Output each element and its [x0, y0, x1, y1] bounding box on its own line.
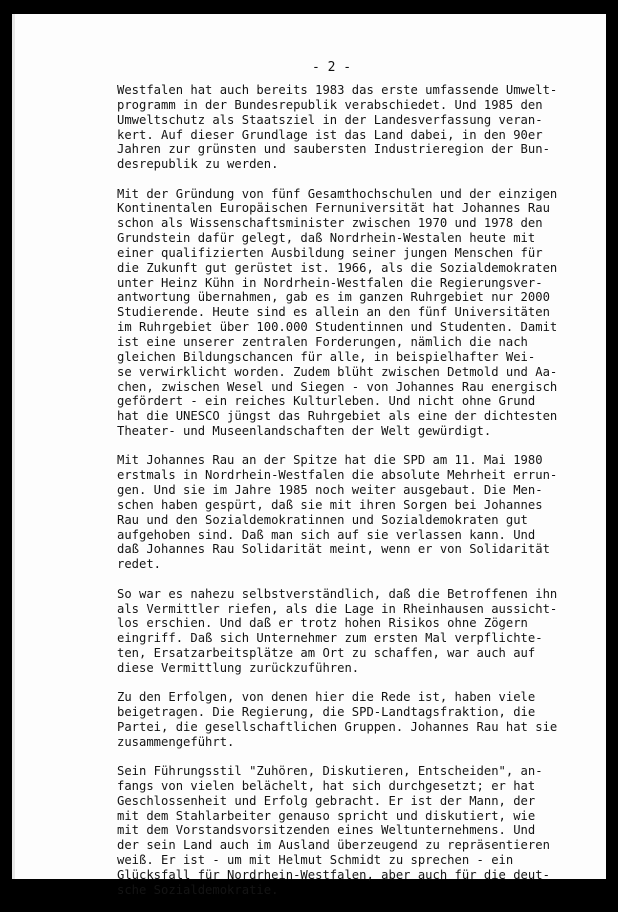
paragraph	[117, 453, 597, 572]
document-body	[117, 83, 597, 912]
paragraph	[117, 187, 597, 439]
text-line: einer qualifizierten Ausbildung seiner jungen Menschen für	[117, 245, 543, 260]
text-line: redet.	[117, 557, 162, 572]
text-line: daß Johannes Rau Solidarität meint, wenn er von Solidarität	[117, 542, 550, 557]
text-line: Westfalen hat auch bereits 1983 das erste umfassende Umwelt-	[117, 83, 558, 97]
paragraph	[117, 83, 597, 172]
text-line: im Ruhrgebiet über 100.000 Studentinnen und Studenten. Damit	[117, 320, 558, 335]
text-line: aufgehoben sind. Daß man sich auf sie verlassen kann. Und	[117, 527, 536, 542]
page-number: - 2 -	[312, 60, 352, 75]
text-line: programm in der Bundesrepublik verabschiedet. Und 1985 den	[117, 97, 543, 112]
text-line: Mit der Gründung von fünf Gesamthochschulen und der einzigen	[117, 186, 558, 201]
text-line: Mit Johannes Rau an der Spitze hat die SPD am 11. Mai 1980	[117, 453, 543, 468]
text-line: Umweltschutz als Staatsziel in der Landesverfassung veran-	[117, 112, 543, 127]
text-line: los erschien. Und daß er trotz hohen Risikos ohne Zögern	[117, 616, 528, 631]
text-line: diese Vermittlung zurückzuführen.	[117, 660, 360, 675]
text-line: kert. Auf dieser Grundlage ist das Land dabei, in den 90er	[117, 127, 543, 142]
text-line: Rau und den Sozialdemokratinnen und Sozialdemokraten gut	[117, 512, 528, 527]
text-line: Grundstein dafür gelegt, daß Nordrhein-Westalen heute mit	[117, 231, 536, 246]
text-line: ten, Ersatzarbeitsplätze am Ort zu schaffen, war auch auf	[117, 646, 536, 661]
text-line: schon als Wissenschaftsminister zwischen 1970 und 1978 den	[117, 216, 543, 231]
text-line: unter Heinz Kühn in Nordrhein-Westfalen die Regierungsver-	[117, 275, 543, 290]
text-line: schen haben gespürt, daß sie mit ihren Sorgen bei Johannes	[117, 497, 543, 512]
text-line: Zu den Erfolgen, von denen hier die Rede ist, haben viele	[117, 690, 536, 705]
text-line: beigetragen. Die Regierung, die SPD-Landtagsfraktion, die	[117, 705, 536, 720]
text-line: sche Sozialdemokratie.	[117, 882, 279, 897]
text-line: Partei, die gesellschaftlichen Gruppen. Johannes Rau hat sie	[117, 719, 558, 734]
text-line: antwortung übernahmen, gab es im ganzen Ruhrgebiet nur 2000	[117, 290, 550, 305]
text-line: Jahren zur grünsten und saubersten Industrieregion der Bun-	[117, 142, 550, 157]
text-line: hat die UNESCO jüngst das Ruhrgebiet als eine der dichtesten	[117, 409, 558, 424]
text-line: gleichen Bildungschancen für alle, in beispielhafter Wei-	[117, 349, 536, 364]
text-line: Studierende. Heute sind es allein an den fünf Universitäten	[117, 305, 550, 320]
text-line: chen, zwischen Wesel und Siegen - von Johannes Rau energisch	[117, 379, 558, 394]
text-line: fangs von vielen belächelt, hat sich durchgesetzt; er hat	[117, 778, 536, 793]
paragraph	[117, 690, 597, 749]
text-line: eingriff. Daß sich Unternehmer zum ersten Mal verpflichte-	[117, 631, 543, 646]
text-line: mit dem Stahlarbeiter genauso spricht und diskutiert, wie	[117, 808, 536, 823]
text-line: Kontinentalen Europäischen Fernuniversität hat Johannes Rau	[117, 201, 550, 216]
text-line: gen. Und sie im Jahre 1985 noch weiter ausgebaut. Die Men-	[117, 483, 543, 498]
paragraph	[117, 764, 597, 898]
text-line: zusammengeführt.	[117, 734, 235, 749]
text-line: gefördert - ein reiches Kulturleben. Und nicht ohne Grund	[117, 394, 536, 409]
text-line: der sein Land auch im Ausland überzeugend zu repräsentieren	[117, 838, 550, 853]
text-line: weiß. Er ist - um mit Helmut Schmidt zu sprechen - ein	[117, 853, 514, 868]
text-line: se verwirklicht worden. Zudem blüht zwischen Detmold und Aa-	[117, 364, 558, 379]
text-line: mit dem Vorstandsvorsitzenden eines Weltunternehmens. Und	[117, 823, 536, 838]
document-page	[12, 14, 606, 897]
text-line: ist eine unserer zentralen Forderungen, nämlich die nach	[117, 335, 528, 349]
scan-edge	[12, 14, 15, 879]
text-line: als Vermittler riefen, als die Lage in Rheinhausen aussicht-	[117, 601, 558, 616]
text-line: Theater- und Museenlandschaften der Welt gewürdigt.	[117, 424, 492, 439]
text-line: Glücksfall für Nordrhein-Westfalen, aber auch für die deut-	[117, 868, 550, 882]
text-line: die Zukunft gut gerüstet ist. 1966, als die Sozialdemokraten	[117, 260, 558, 275]
text-line: desrepublik zu werden.	[117, 157, 279, 172]
text-line: Geschlossenheit und Erfolg gebracht. Er ist der Mann, der	[117, 793, 536, 808]
text-line: Sein Führungsstil "Zuhören, Diskutieren, Entscheiden", an-	[117, 764, 543, 779]
text-line: erstmals in Nordrhein-Westfalen die absolute Mehrheit errun-	[117, 468, 558, 483]
paragraph	[117, 587, 597, 676]
text-line: So war es nahezu selbstverständlich, daß die Betroffenen ihn	[117, 586, 558, 601]
